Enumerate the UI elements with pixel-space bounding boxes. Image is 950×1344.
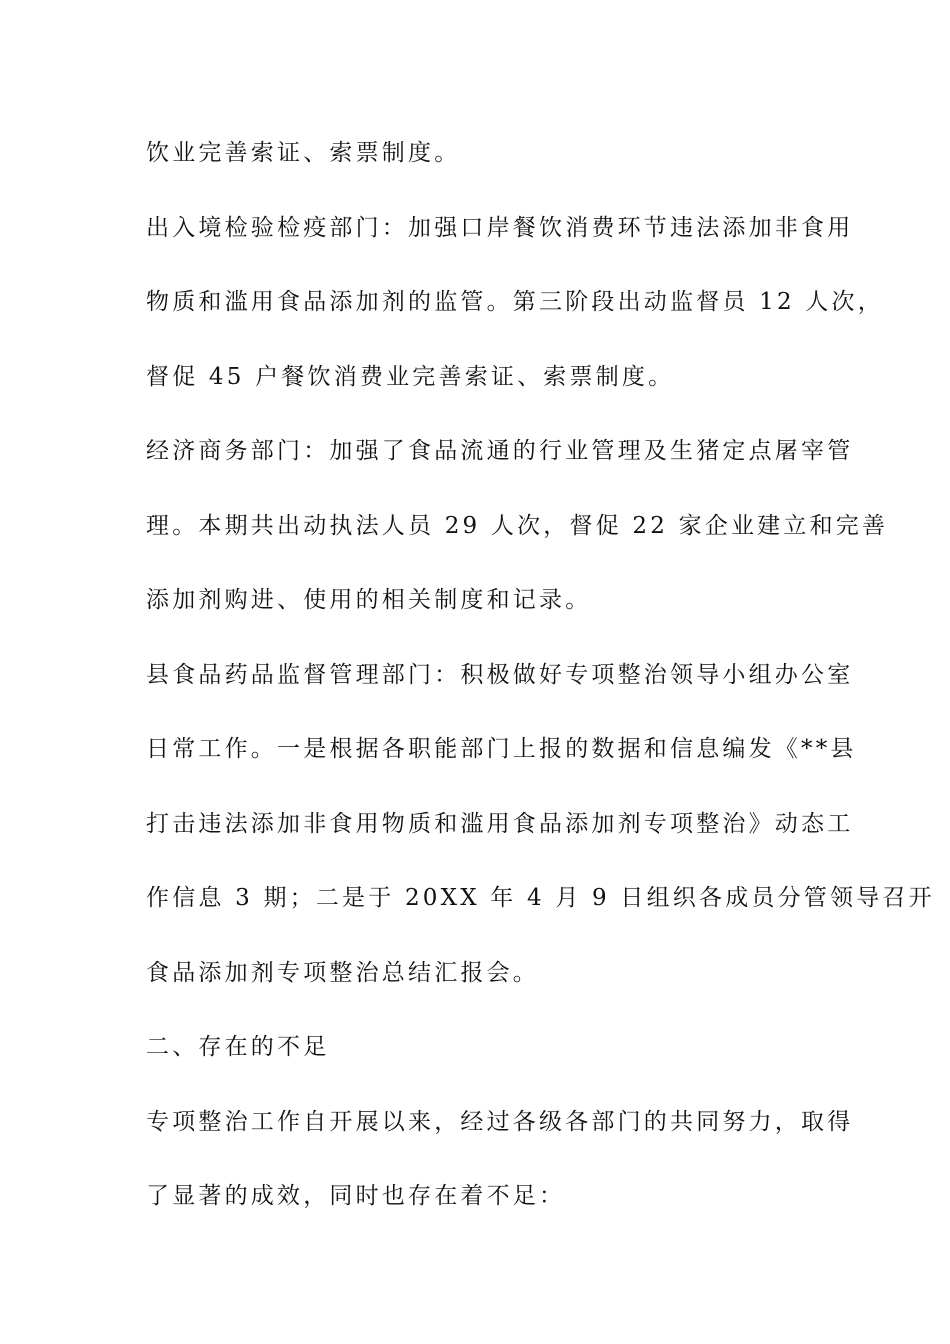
text-line-9: 日常工作。一是根据各职能部门上报的数据和信息编发《**县 (146, 736, 857, 762)
text-line-12: 食品添加剂专项整治总结汇报会。 (146, 959, 539, 986)
text-line-7: 添加剂购进、使用的相关制度和记录。 (146, 587, 592, 613)
text-line-5: 经济商务部门：加强了食品流通的行业管理及生猪定点屠宰管 (146, 438, 854, 464)
text-line-2: 出入境检验检疫部门：加强口岸餐饮消费环节违法添加非食用 (146, 214, 854, 241)
section-heading: 二、存在的不足 (146, 1034, 330, 1060)
text-line-3: 物质和滥用食品添加剂的监管。第三阶段出动监督员 12 人次， (146, 289, 884, 315)
text-line-1: 饮业完善索证、索票制度。 (146, 140, 461, 166)
text-line-6: 理。本期共出动执法人员 29 人次，督促 22 家企业建立和完善 (146, 512, 889, 539)
text-line-10: 打击违法添加非食用物质和滥用食品添加剂专项整治》动态工 (146, 810, 854, 837)
document-body (146, 128, 935, 1246)
text-line-15: 了显著的成效，同时也存在着不足： (146, 1183, 566, 1209)
text-line-4: 督促 45 户餐饮消费业完善索证、索票制度。 (146, 363, 675, 390)
text-line-11: 作信息 3 期；二是于 20XX 年 4 月 9 日组织各成员分管领导召开 (146, 885, 935, 911)
text-line-14: 专项整治工作自开展以来，经过各级各部门的共同努力，取得 (146, 1108, 854, 1135)
text-line-8: 县食品药品监督管理部门：积极做好专项整治领导小组办公室 (146, 661, 854, 688)
